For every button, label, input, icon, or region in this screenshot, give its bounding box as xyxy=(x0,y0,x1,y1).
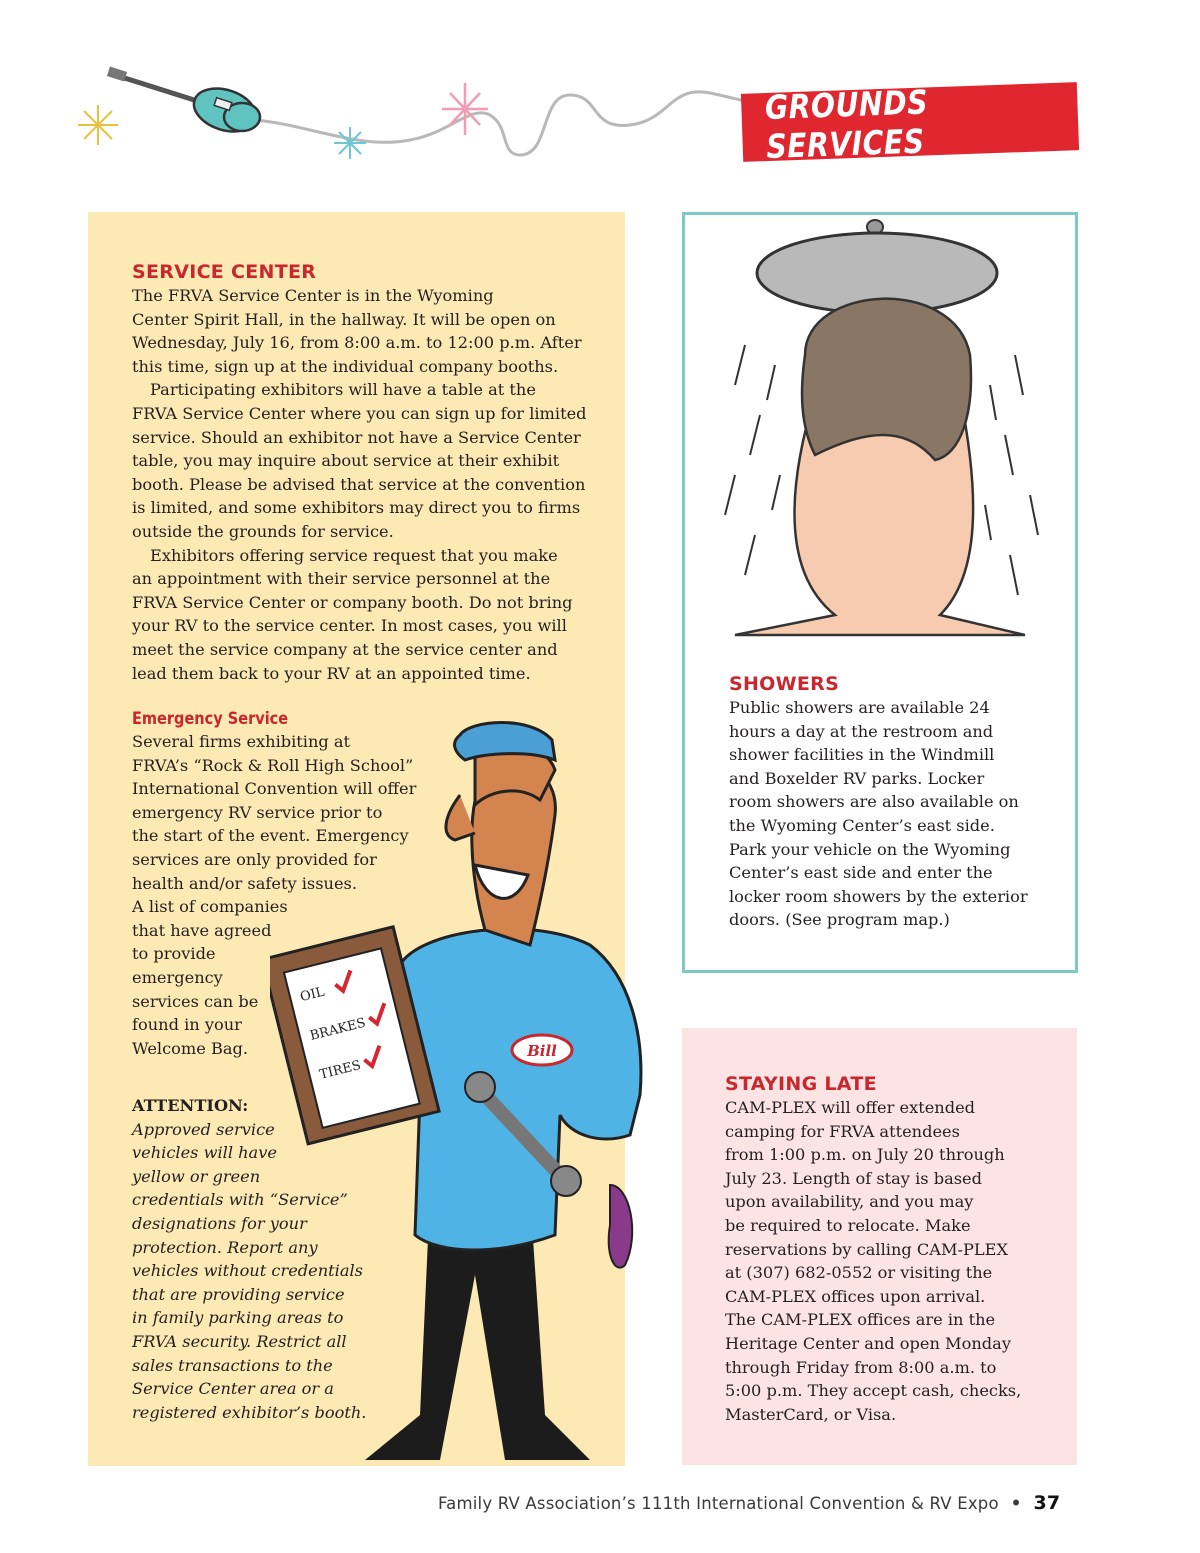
text-line: through Friday from 8:00 a.m. to xyxy=(725,1357,997,1377)
text-line: Heritage Center and open Monday xyxy=(725,1333,1011,1353)
rag-icon xyxy=(609,1185,633,1268)
text-line: Public showers are available 24 xyxy=(729,698,990,717)
text-line: from 1:00 p.m. on July 20 through xyxy=(725,1145,1005,1165)
text-line: doors. (See program map.) xyxy=(729,910,950,930)
emergency-title: Emergency Service xyxy=(132,709,289,728)
header-decoration xyxy=(70,55,770,175)
text-line: Park your vehicle on the Wyoming xyxy=(729,839,1011,859)
text-line: found in your xyxy=(132,1015,242,1035)
text-line: Center Spirit Hall, in the hallway. It will be open on xyxy=(132,309,556,329)
text-line: to provide xyxy=(132,944,216,964)
text-line: the Wyoming Center’s east side. xyxy=(729,815,995,835)
service-center-para-3 xyxy=(132,544,602,686)
service-center-section xyxy=(132,261,602,685)
text-line: reservations by calling CAM-PLEX xyxy=(725,1239,1008,1259)
text-line: Several firms exhibiting at xyxy=(132,732,351,751)
text-line: vehicles without credentials xyxy=(132,1261,363,1281)
text-line: Center’s east side and enter the xyxy=(729,863,993,883)
text-line: camping for FRVA attendees xyxy=(725,1121,960,1141)
attention-title: ATTENTION: xyxy=(132,1096,249,1115)
service-center-para-2 xyxy=(132,378,602,543)
text-line: vehicles will have xyxy=(132,1143,277,1163)
page-number: 37 xyxy=(1033,1492,1061,1514)
text-line: Service Center area or a xyxy=(132,1379,334,1399)
text-line: is limited, and some exhibitors may direct you to firms xyxy=(132,498,581,518)
text-line: FRVA Service Center or company booth. Do not bring xyxy=(132,592,573,612)
text-line: services can be xyxy=(132,991,259,1011)
text-line: registered exhibitor’s booth. xyxy=(132,1402,367,1422)
showers-title: SHOWERS xyxy=(729,673,840,695)
text-line: Exhibitors offering service request that you make xyxy=(150,545,558,565)
page-footer xyxy=(438,1492,1108,1514)
person-hair xyxy=(802,299,971,460)
text-line: that have agreed xyxy=(132,920,272,940)
text-line: room showers are also available on xyxy=(729,792,1019,812)
staying-late-panel xyxy=(682,1028,1077,1465)
footer-text: Family RV Association’s 111th International Convention & RV Expo xyxy=(438,1494,999,1513)
text-line: International Convention will offer xyxy=(132,779,417,799)
text-line: upon availability, and you may xyxy=(725,1192,974,1212)
text-line: protection. Report any xyxy=(132,1237,318,1257)
mechanic-illustration xyxy=(270,715,670,1465)
clipboard-item-oil: OIL xyxy=(298,984,327,1006)
service-center-para-1 xyxy=(132,284,602,378)
text-line: an appointment with their service personnel at the xyxy=(132,569,551,589)
text-line: Approved service xyxy=(132,1119,275,1139)
footer-separator: • xyxy=(1010,1494,1022,1513)
text-line: this time, sign up at the individual company booths. xyxy=(132,356,559,376)
guitar-icon xyxy=(107,66,262,138)
staying-late-section xyxy=(725,1073,1065,1426)
starburst-icon xyxy=(78,105,118,145)
text-line: emergency RV service prior to xyxy=(132,802,383,822)
starburst-icon xyxy=(334,127,366,159)
text-line: health and/or safety issues. xyxy=(132,873,358,893)
text-line: yellow or green xyxy=(132,1166,261,1186)
text-line: designations for your xyxy=(132,1213,307,1233)
string-line xyxy=(255,92,770,155)
text-line: FRVA’s “Rock & Roll High School” xyxy=(132,755,414,775)
text-line: Participating exhibitors will have a table at the xyxy=(150,380,536,400)
section-banner xyxy=(741,82,1079,167)
name-tag-text: Bill xyxy=(527,1042,557,1060)
text-line: booth. Please be advised that service at the convention xyxy=(132,474,586,494)
text-line: Wednesday, July 16, from 8:00 a.m. to 12:00 p.m. After xyxy=(132,333,582,353)
banner-title: GROUNDS SERVICES xyxy=(764,82,929,167)
text-line: be required to relocate. Make xyxy=(725,1215,971,1235)
text-line: hours a day at the restroom and xyxy=(729,721,994,741)
text-line: in family parking areas to xyxy=(132,1308,344,1328)
showers-panel xyxy=(682,212,1078,973)
text-line: A list of companies xyxy=(132,897,288,917)
text-line: emergency xyxy=(132,967,223,987)
shower-illustration xyxy=(705,215,1055,645)
text-line: table, you may inquire about service at their exhibit xyxy=(132,451,560,471)
text-line: service. Should an exhibitor not have a Service Center xyxy=(132,427,581,447)
clipboard-item-brakes: BRAKES xyxy=(308,1015,368,1044)
text-line: July 23. Length of stay is based xyxy=(725,1168,982,1188)
service-center-title: SERVICE CENTER xyxy=(132,261,317,283)
text-line: FRVA Service Center where you can sign up for limited xyxy=(132,403,587,423)
text-line: The CAM-PLEX offices are in the xyxy=(725,1310,996,1330)
staying-late-body xyxy=(725,1096,1065,1426)
text-line: shower facilities in the Windmill xyxy=(729,745,995,765)
text-line: CAM-PLEX offices upon arrival. xyxy=(725,1286,986,1306)
clipboard-item-tires: TIRES xyxy=(318,1058,363,1083)
text-line: sales transactions to the xyxy=(132,1355,333,1375)
text-line: and Boxelder RV parks. Locker xyxy=(729,768,985,788)
text-line: FRVA security. Restrict all xyxy=(132,1331,347,1351)
mechanic-nose xyxy=(446,795,475,840)
text-line: lead them back to your RV at an appointed time. xyxy=(132,663,531,683)
showers-body xyxy=(729,696,1059,932)
text-line: outside the grounds for service. xyxy=(132,521,394,541)
text-line: locker room showers by the exterior xyxy=(729,886,1028,906)
text-line: that are providing service xyxy=(132,1284,345,1304)
text-line: MasterCard, or Visa. xyxy=(725,1404,897,1424)
text-line: Welcome Bag. xyxy=(132,1038,249,1058)
text-line: 5:00 p.m. They accept cash, checks, xyxy=(725,1381,1022,1401)
text-line: The FRVA Service Center is in the Wyoming xyxy=(132,286,494,305)
text-line: your RV to the service center. In most cases, you will xyxy=(132,616,567,636)
text-line: meet the service company at the service center and xyxy=(132,639,558,659)
text-line: credentials with “Service” xyxy=(132,1190,348,1210)
text-line: at (307) 682-0552 or visiting the xyxy=(725,1263,993,1283)
text-line: the start of the event. Emergency xyxy=(132,826,409,846)
mechanic-cap xyxy=(455,723,555,761)
showers-section xyxy=(729,673,1059,932)
staying-late-title: STAYING LATE xyxy=(725,1073,877,1095)
text-line: CAM-PLEX will offer extended xyxy=(725,1098,976,1117)
text-line: services are only provided for xyxy=(132,849,377,869)
